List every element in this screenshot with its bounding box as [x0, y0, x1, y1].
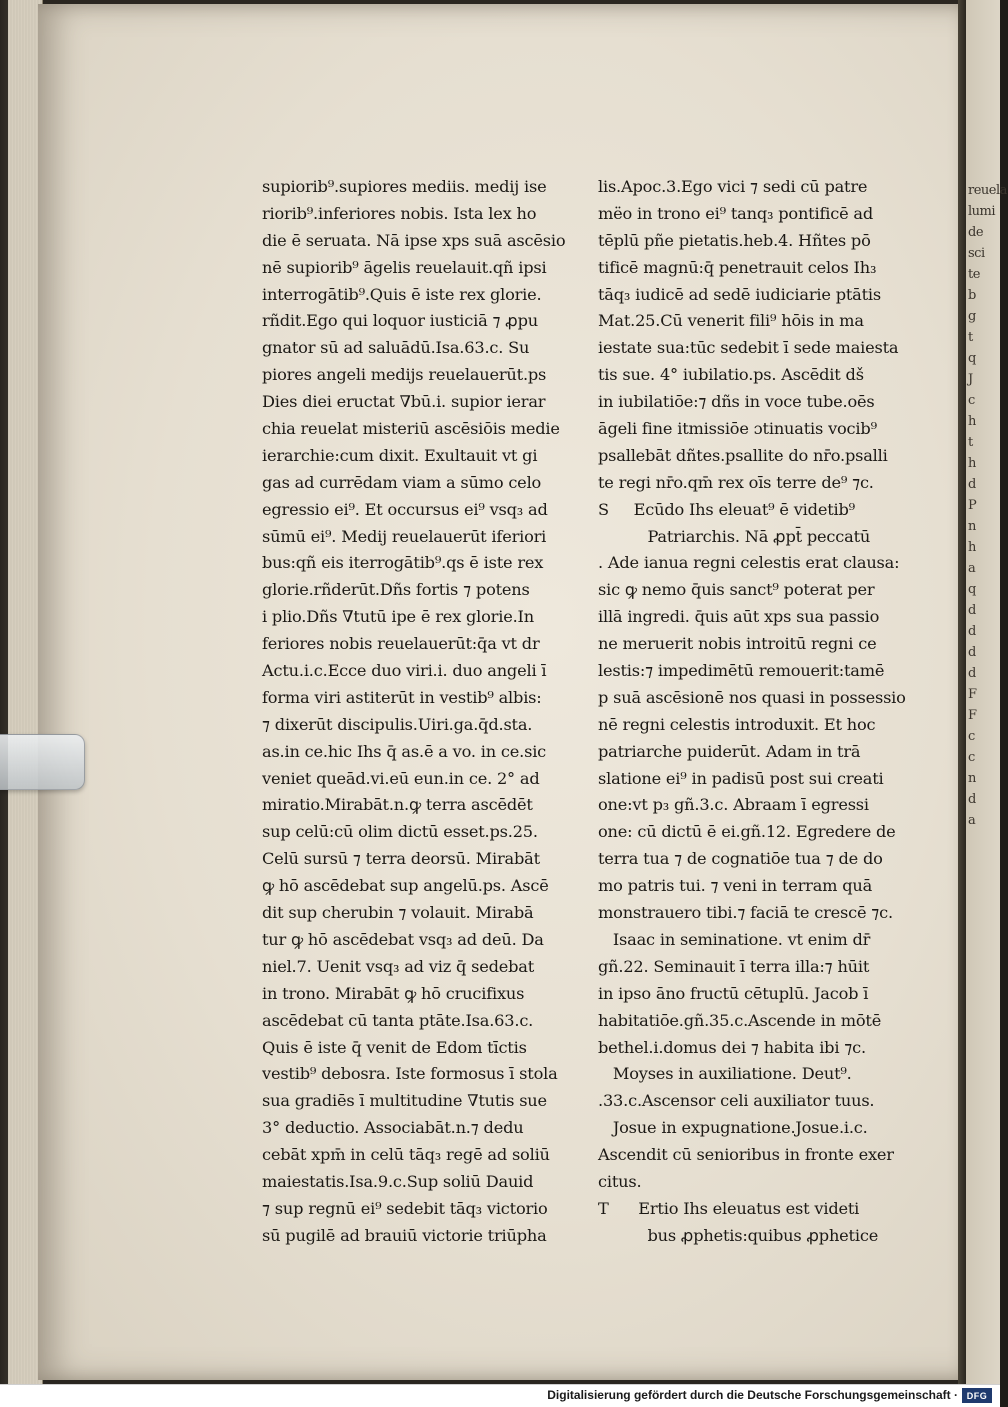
- right-column-line: terra tua ⁊ de cognatiōe tua ⁊ de do: [598, 849, 883, 869]
- left-column-line: Quis ē iste q̄ venit de Edom tīctis: [262, 1037, 527, 1057]
- right-column-line: mo patris tui. ⁊ veni in terram quā: [598, 876, 873, 896]
- left-column-line: as.in ce.hic Ihs q̄ as.ē a vo. in ce.sic: [262, 741, 547, 761]
- left-column-line: die ē seruata. Nā ipse xps suā ascēsio: [262, 230, 566, 250]
- right-column-line: monstrauero tibi.⁊ faciā te crescē ⁊c.: [598, 903, 893, 923]
- right-column-line: gñ.22. Seminauit ī terra illa:⁊ hūit: [598, 956, 870, 976]
- left-column-line: 3° deductio. Associabāt.n.⁊ dedu: [262, 1118, 524, 1138]
- left-column-line: Dies diei eructat ∇bū.i. supior ierar: [262, 392, 546, 412]
- left-column-line: veniet queād.vi.eū eun.in ce. 2° ad: [262, 768, 540, 788]
- left-column-line: egressio ei⁹. Et occursus ei⁹ vsq₃ ad: [262, 499, 548, 519]
- left-column-line: gas ad currēdam viam a sūmo celo: [262, 472, 542, 492]
- right-column-line: slatione ei⁹ in padisū post sui creati: [598, 768, 884, 788]
- left-column-line: maiestatis.Isa.9.c.Sup soliū Dauid: [262, 1171, 534, 1191]
- right-column-line: Isaac in seminatione. vt enim dr̄: [598, 929, 871, 949]
- right-column-line: S Ecūdo Ihs eleuat⁹ ē videtib⁹: [598, 499, 855, 519]
- left-column-line: ⁊ dixerūt discipulis.Uiri.ga.q̄d.sta.: [262, 714, 533, 734]
- text-column-left: [262, 174, 566, 1250]
- right-column-line: tēplū pñe pietatis.heb.4. Hñtes pō: [598, 230, 871, 250]
- right-column-line: te regi nr̄o.qm̄ rex oīs terre de⁹ ⁊c.: [598, 472, 874, 492]
- funding-notice: Digitalisierung gefördert durch die Deutsche Forschungsgemeinschaft ·: [547, 1388, 958, 1402]
- left-column-line: gnator sū ad saluādū.Isa.63.c. Su: [262, 338, 530, 358]
- right-column-line: Ascendit cū senioribus in fronte exer: [598, 1145, 894, 1165]
- dfg-logo: DFG: [962, 1388, 992, 1403]
- left-column-line: supiorib⁹.supiores mediis. medij ise: [262, 177, 547, 196]
- right-column-line: Moyses in auxiliatione. Deut⁹.: [598, 1064, 852, 1084]
- right-column-line: psallebāt dñtes.psallite do nr̄o.psalli: [598, 445, 888, 465]
- right-column-line: tis sue. 4° iubilatio.ps. Ascēdit dš: [598, 365, 864, 385]
- right-column-line: āgeli fine itmissiōe ɔtinuatis vocib⁹: [598, 419, 877, 439]
- right-column-line: iestate sua:tūc sedebit ī sede maiesta: [598, 338, 899, 358]
- left-column-line: Celū sursū ⁊ terra deorsū. Mirabāt: [262, 849, 540, 869]
- left-column-line: bus:qñ eis iterrogātib⁹.qs ē iste rex: [262, 553, 544, 573]
- left-column-line: ꝙ hō ascēdebat sup angelū.ps. Ascē: [262, 876, 549, 896]
- right-column-line: illā ingredi. q̄uis aūt xps sua passio: [598, 607, 880, 627]
- page-tab-marker: [0, 734, 85, 790]
- left-column-line: ascēdebat cū tanta ptāte.Isa.63.c.: [262, 1010, 534, 1030]
- text-column-right: [598, 174, 910, 1250]
- right-column-line: Mat.25.Cū venerit fili⁹ hōis in ma: [598, 311, 864, 331]
- right-column-line: sic ꝙ nemo q̄uis sanct⁹ poterat per: [598, 580, 875, 600]
- right-column-line: .33.c.Ascensor celi auxiliator tuus.: [598, 1091, 875, 1111]
- right-column-line: bus ꝓphetis:quibus ꝓphetice: [598, 1225, 879, 1245]
- right-column-line: tāq₃ iudicē ad sedē iudiciarie ptātis: [598, 284, 882, 304]
- right-column-line: Patriarchis. Nā ꝓpt̄ peccatū: [598, 526, 871, 546]
- left-column-line: forma viri astiterūt in vestib⁹ albis:: [262, 687, 542, 707]
- right-column-line: T Ertio Ihs eleuatus est videti: [598, 1198, 860, 1218]
- left-column-line: sūmū ei⁹. Medij reuelauerūt iferiori: [262, 526, 547, 546]
- right-column-line: one: cū dictū ē ei.gñ.12. Egredere de: [598, 822, 896, 842]
- left-column-line: i plio.Dñs ∇tutū ipe ē rex glorie.In: [262, 607, 534, 627]
- right-column-line: habitatiōe.gñ.35.c.Ascende in mōtē: [598, 1010, 882, 1030]
- left-column-line: ierarchie:cum dixit. Exultauit vt gi: [262, 445, 538, 465]
- right-column-line: in iubilatiōe:⁊ dñs in voce tube.oēs: [598, 392, 875, 412]
- right-column-line: . Ade ianua regni celestis erat clausa:: [598, 553, 900, 573]
- left-column-line: feriores nobis reuelauerūt:q̄a vt dr: [262, 634, 540, 654]
- next-page-edge: [966, 0, 1007, 1384]
- left-column-line: dit sup cherubin ⁊ volauit. Mirabā: [262, 903, 534, 923]
- right-column-line: tificē magnū:q̄ penetrauit celos Ih₃: [598, 257, 877, 277]
- right-column-line: patriarche puiderūt. Adam in trā: [598, 741, 861, 761]
- left-column-line: nē supiorib⁹ āgelis reuelauit.qñ ipsi: [262, 257, 547, 277]
- left-column-line: sup celū:cū olim dictū esset.ps.25.: [262, 822, 538, 842]
- left-column-line: vestib⁹ debosra. Iste formosus ī stola: [262, 1064, 558, 1084]
- right-column-line: citus.: [598, 1171, 642, 1191]
- right-column-line: bethel.i.domus dei ⁊ habita ibi ⁊c.: [598, 1037, 866, 1057]
- left-column-line: in trono. Mirabāt ꝙ hō crucifixus: [262, 983, 525, 1003]
- left-column-line: ⁊ sup regnū ei⁹ sedebit tāq₃ victorio: [262, 1198, 548, 1218]
- left-column-line: sua gradiēs ī multitudine ∇tutis sue: [262, 1091, 547, 1111]
- right-column-line: ne meruerit nobis introitū regni ce: [598, 634, 877, 654]
- right-column-line: in ipso āno fructū cētuplū. Jacob ī: [598, 983, 869, 1003]
- left-column-line: Actu.i.c.Ecce duo viri.i. duo angeli ī: [262, 661, 547, 681]
- left-column-line: piores angeli medijs reuelauerūt.ps: [262, 365, 547, 385]
- left-column-line: sū pugilē ad brauiū victorie triūpha: [262, 1225, 547, 1245]
- right-column-line: nē regni celestis introduxit. Et hoc: [598, 714, 876, 734]
- left-column-line: miratio.Mirabāt.n.ꝙ terra ascēdēt: [262, 795, 533, 815]
- footer-bar: [0, 1384, 1000, 1407]
- right-column-line: mëo in trono ei⁹ tanq₃ pontificē ad: [598, 203, 874, 223]
- left-column-line: riorib⁹.inferiores nobis. Ista lex ho: [262, 203, 537, 223]
- left-column-line: interrogātib⁹.Quis ē iste rex glorie.: [262, 284, 542, 304]
- right-column-line: p suā ascēsionē nos quasi in possessio: [598, 687, 906, 707]
- next-page-fragments: reuela lumi de sci te b g t q J c h t h d P n h a q d d d d F F c c n d a: [968, 183, 1007, 828]
- left-column-line: tur ꝙ hō ascēdebat vsq₃ ad deū. Da: [262, 929, 544, 949]
- left-column-line: niel.7. Uenit vsq₃ ad viz q̄ sedebat: [262, 956, 535, 976]
- right-column-line: Josue in expugnatione.Josue.i.c.: [598, 1118, 868, 1138]
- right-column-line: lis.Apoc.3.Ego vici ⁊ sedi cū patre: [598, 177, 868, 196]
- right-column-line: lestis:⁊ impedimētū remouerit:tamē: [598, 661, 885, 681]
- left-column-line: rñdit.Ego qui loquor iusticiā ⁊ ꝓpu: [262, 311, 539, 331]
- left-column-line: glorie.rñderūt.Dñs fortis ⁊ potens: [262, 580, 530, 600]
- left-column-line: chia reuelat misteriū ascēsiōis medie: [262, 419, 560, 439]
- right-column-line: one:vt p₃ gñ.3.c. Abraam ī egressi: [598, 795, 869, 815]
- left-column-line: cebāt xpm̄ in celū tāq₃ regē ad soliū: [262, 1145, 550, 1165]
